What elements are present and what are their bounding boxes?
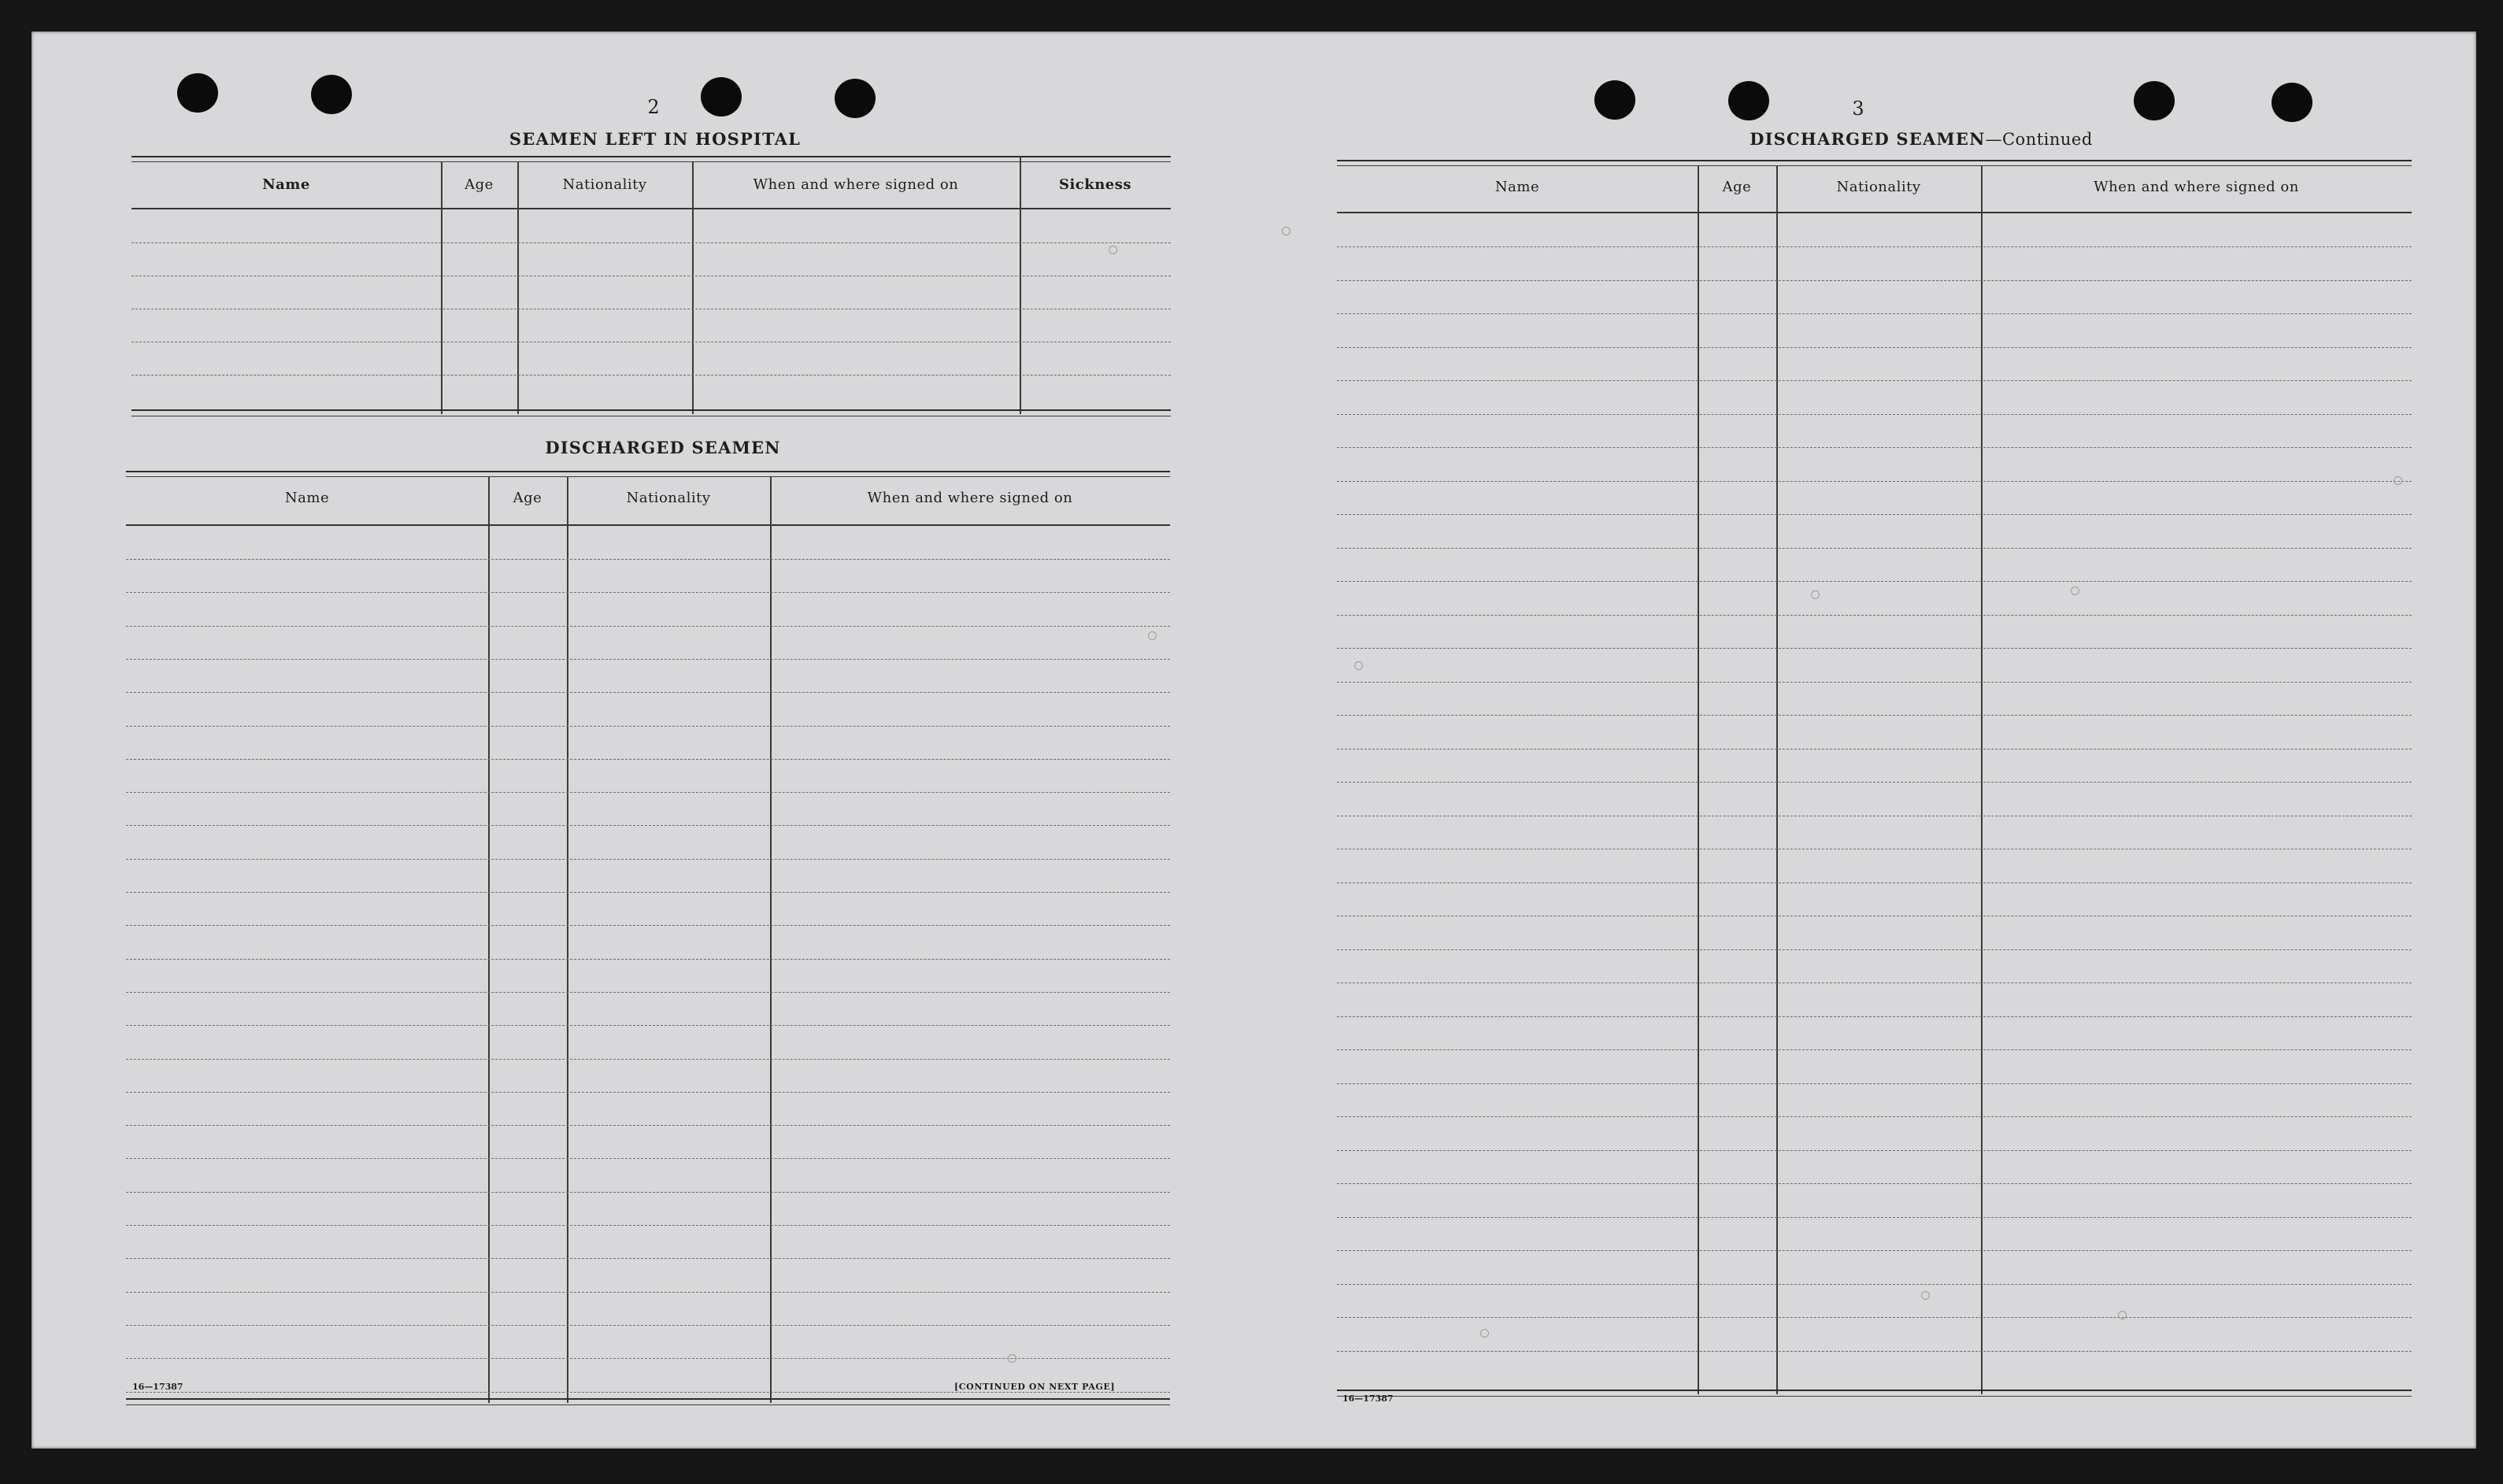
table-row xyxy=(126,1059,1170,1060)
table-row xyxy=(1337,782,2412,783)
paper-speck xyxy=(1282,227,1290,235)
discharged-continued-title-suffix: —Continued xyxy=(1985,130,2093,149)
discharged-continued-title xyxy=(1750,129,2093,149)
table-row xyxy=(126,1325,1170,1326)
document-sheet xyxy=(31,31,2476,1449)
hospital-col-signed-on: When and where signed on xyxy=(753,176,959,193)
table-row xyxy=(131,242,1171,243)
table-row xyxy=(126,1292,1170,1293)
table-row xyxy=(1337,1284,2412,1285)
paper-speck xyxy=(1811,590,1820,599)
punch-hole xyxy=(2272,83,2312,122)
paper-speck xyxy=(2394,476,2402,485)
discharged-section-title: DISCHARGED SEAMEN xyxy=(545,438,781,457)
hospital-table xyxy=(131,156,1171,417)
discharged-col-nationality: Nationality xyxy=(626,490,711,506)
table-row xyxy=(1337,280,2412,281)
table-row xyxy=(1337,481,2412,482)
discharged-cont-col-name: Name xyxy=(1494,179,1540,195)
paper-speck xyxy=(1480,1329,1489,1338)
discharged-cont-col-nationality: Nationality xyxy=(1836,179,1921,195)
paper-speck xyxy=(1354,661,1363,670)
table-row xyxy=(1337,380,2412,381)
paper-speck xyxy=(1148,631,1157,640)
table-row xyxy=(126,559,1170,560)
table-row xyxy=(1337,581,2412,582)
table-row xyxy=(1337,1183,2412,1184)
table-row xyxy=(126,892,1170,893)
punch-hole xyxy=(2134,81,2175,120)
table-row xyxy=(126,825,1170,826)
hospital-section-title: SEAMEN LEFT IN HOSPITAL xyxy=(509,129,802,149)
discharged-continued-title-main: DISCHARGED SEAMEN xyxy=(1750,129,1986,149)
table-row xyxy=(126,1225,1170,1226)
table-row xyxy=(1337,682,2412,683)
table-row xyxy=(126,792,1170,793)
paper-speck xyxy=(1109,246,1117,254)
table-row xyxy=(1337,514,2412,515)
paper-speck xyxy=(1921,1291,1930,1300)
discharged-table-left xyxy=(126,471,1170,1408)
hospital-col-name: Name xyxy=(262,176,310,193)
table-row xyxy=(126,1092,1170,1093)
discharged-col-signed-on: When and where signed on xyxy=(867,490,1073,506)
table-row xyxy=(126,925,1170,926)
table-row xyxy=(1337,313,2412,314)
discharged-col-name: Name xyxy=(284,490,330,506)
punch-hole xyxy=(1594,80,1635,120)
paper-speck xyxy=(1008,1354,1016,1363)
table-row xyxy=(1337,1351,2412,1352)
table-row xyxy=(126,1158,1170,1159)
table-row xyxy=(126,692,1170,693)
continued-note: [CONTINUED ON NEXT PAGE] xyxy=(954,1382,1116,1392)
hospital-col-sickness: Sickness xyxy=(1058,176,1132,193)
table-row xyxy=(126,626,1170,627)
table-row xyxy=(1337,246,2412,247)
table-row xyxy=(1337,648,2412,649)
punch-hole xyxy=(311,75,352,114)
table-row xyxy=(1337,1083,2412,1084)
table-row xyxy=(126,859,1170,860)
table-row xyxy=(126,759,1170,760)
table-row xyxy=(1337,949,2412,950)
table-row xyxy=(1337,615,2412,616)
table-row xyxy=(1337,1250,2412,1251)
discharged-col-age: Age xyxy=(513,490,542,506)
table-row xyxy=(126,1258,1170,1259)
punch-hole xyxy=(835,79,876,118)
punch-hole xyxy=(1728,81,1769,120)
table-row xyxy=(126,726,1170,727)
table-row xyxy=(1337,715,2412,716)
form-number-left: 16—17387 xyxy=(132,1382,183,1392)
table-row xyxy=(1337,1049,2412,1050)
paper-speck xyxy=(2071,587,2079,595)
page-number-right: 3 xyxy=(1852,98,1864,120)
table-row xyxy=(126,959,1170,960)
discharged-cont-col-age: Age xyxy=(1722,179,1752,195)
hospital-col-age: Age xyxy=(465,176,494,193)
hospital-col-nationality: Nationality xyxy=(562,176,647,193)
table-row xyxy=(1337,1317,2412,1318)
table-row xyxy=(1337,1217,2412,1218)
table-row xyxy=(126,992,1170,993)
punch-hole xyxy=(701,77,742,117)
table-row xyxy=(1337,1150,2412,1151)
table-row xyxy=(1337,548,2412,549)
punch-hole xyxy=(177,73,218,113)
table-row xyxy=(131,375,1171,376)
table-row xyxy=(1337,1116,2412,1117)
paper-speck xyxy=(2118,1311,2127,1319)
table-row xyxy=(126,1025,1170,1026)
discharged-cont-col-signed-on: When and where signed on xyxy=(2094,179,2299,195)
table-row xyxy=(1337,347,2412,348)
table-row xyxy=(1337,1016,2412,1017)
discharged-table-right xyxy=(1337,160,2412,1399)
form-number-right: 16—17387 xyxy=(1342,1393,1394,1404)
table-row xyxy=(126,659,1170,660)
table-row xyxy=(126,592,1170,593)
table-row xyxy=(126,1125,1170,1126)
table-row xyxy=(126,1192,1170,1193)
table-row xyxy=(1337,414,2412,415)
table-row xyxy=(1337,447,2412,448)
page-number-left: 2 xyxy=(647,96,660,118)
